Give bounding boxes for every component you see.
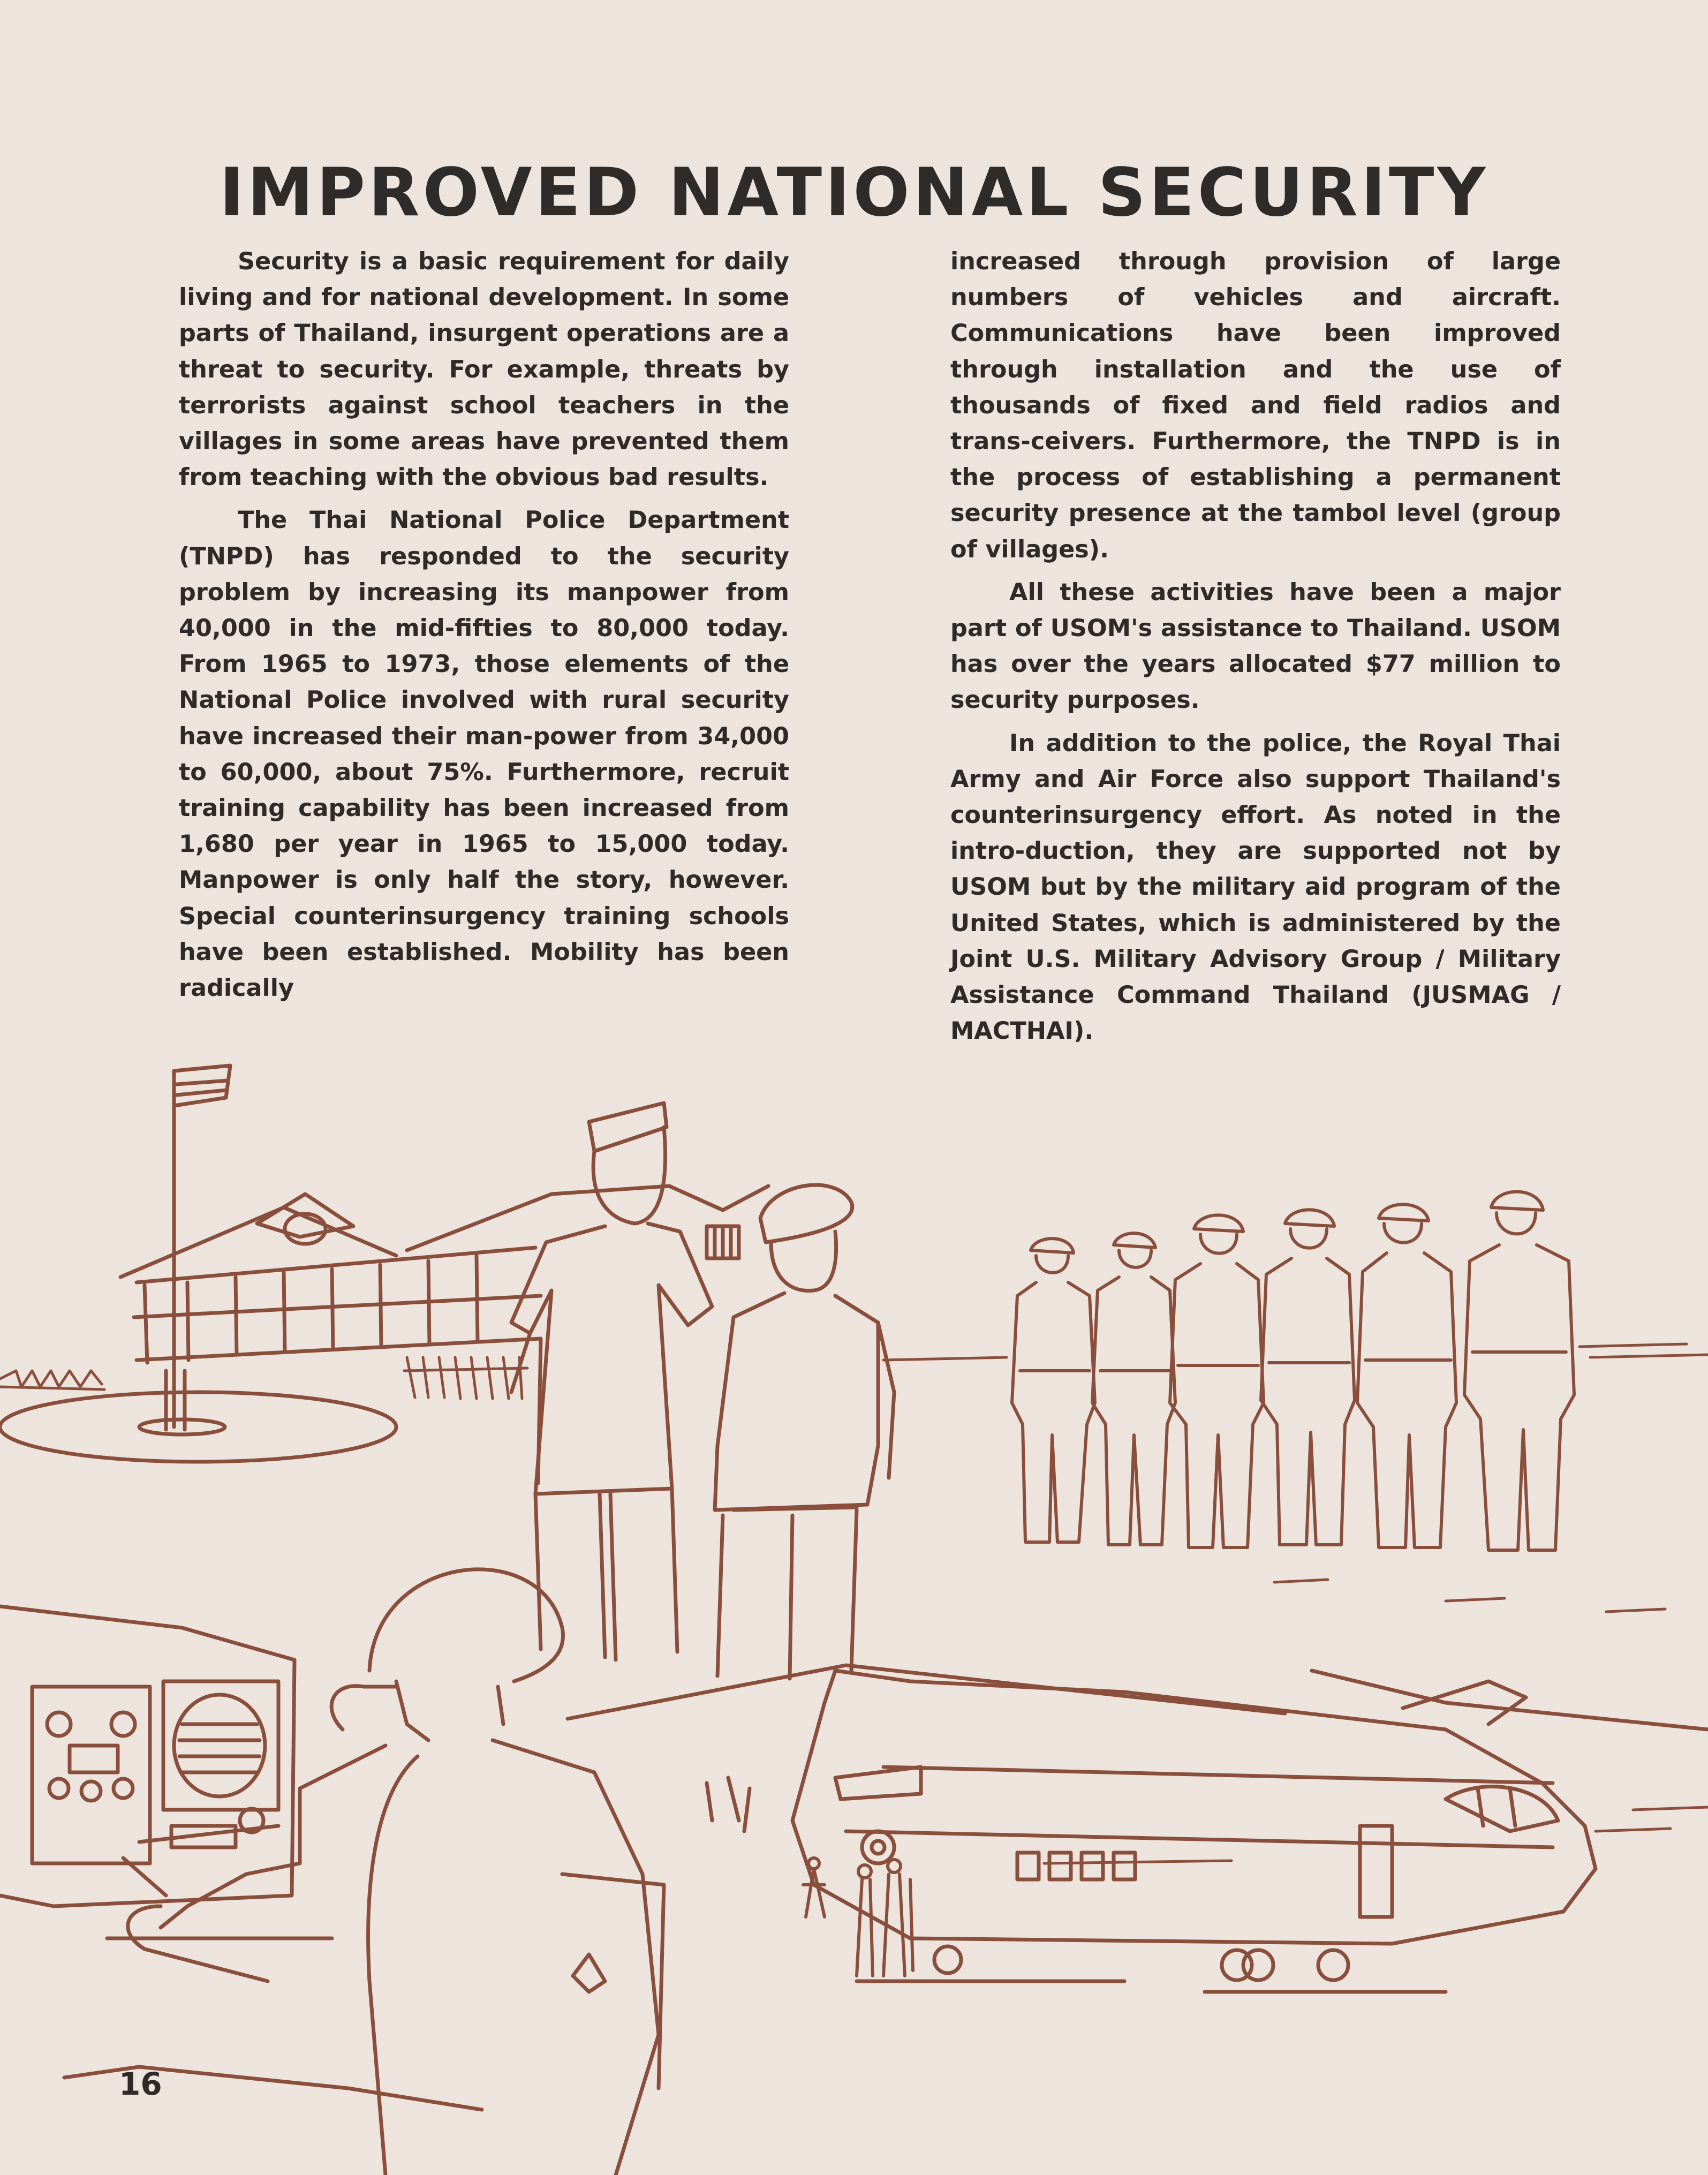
paragraph: Security is a basic requirement for daily living and for national development. In some parts of Thailand, insurgent operations are a threat to security. For example, threats by terrorists against school teachers in the villages in some areas have prevented them from teaching with the obvious bad results.	[179, 248, 789, 492]
helicopter-icon	[568, 1665, 1708, 1992]
page-number: 16	[119, 2066, 162, 2102]
officer-figure	[715, 1185, 894, 1679]
ground-marks	[883, 1344, 1708, 1863]
ground-crew	[803, 1858, 913, 1976]
paragraph: In addition to the police, the Royal Thai Army and Air Force also support Thailand's counterinsurgency effort. As noted in the intro-duction, they are supported not by USOM but by the military aid program of the United States, which is administered by the Joint U.S. Military Advisory Group / Military Assistance Command Thailand (JUSMAG / MACTHAI).	[950, 729, 1561, 1045]
officer-figure	[511, 1103, 712, 1660]
paragraph: increased through provision of large numbers of vehicles and aircraft. Communications have been improved through installation and the use of thousands of fixed and field radios and trans-ceivers. Furthermore, the TNPD is in the process of establishing a permanent security presence at the tambol level (group of villages).	[950, 248, 1561, 563]
school-building	[120, 1186, 768, 1363]
paragraph: The Thai National Police Department (TNPD) has responded to the security problem by increasing its manpower from 40,000 in the mid-fifties to 80,000 today. From 1965 to 1973, those elements of the National Police involved with rural security have increased their man-power from 34,000 to 60,000, about 75%. Furthermore, recruit training capability has been increased from 1,680 per year in 1965 to 15,000 today. Manpower is only half the story, however. Special counterinsurgency training schools have been established. Mobility has been radically	[179, 507, 789, 1002]
text-column-right	[950, 244, 1561, 1056]
police-lineup	[1012, 1192, 1574, 1550]
text-column-left	[179, 244, 789, 1013]
radio-set-icon	[0, 1606, 294, 1906]
flag-icon	[166, 1066, 230, 1430]
paragraph: All these activities have been a major part of USOM's assistance to Thailand. USOM has over the years allocated $77 million to security purposes.	[950, 578, 1561, 714]
security-illustration	[0, 1049, 1708, 2175]
parade-ground	[0, 1392, 396, 1462]
page-title: IMPROVED NATIONAL SECURITY	[219, 154, 1489, 232]
